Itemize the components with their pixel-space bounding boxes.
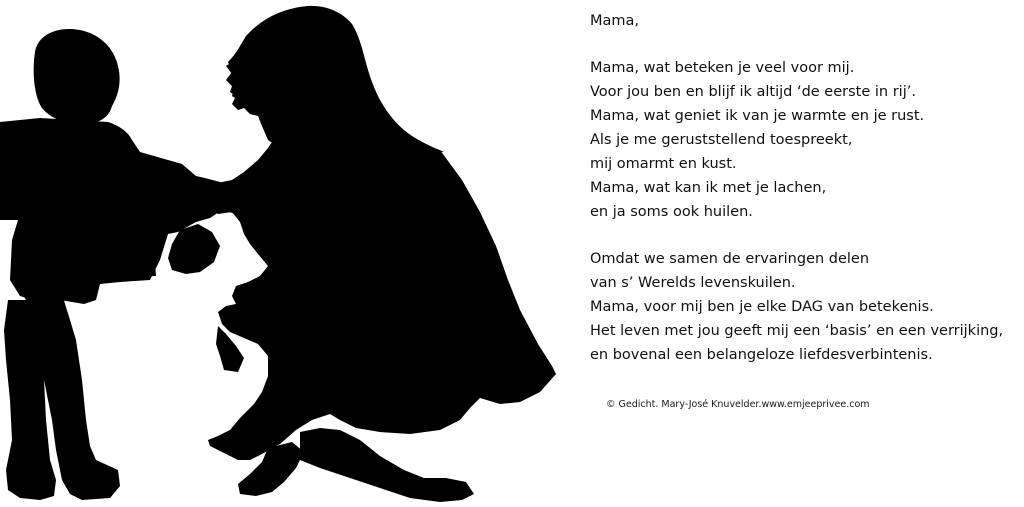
poem-line: van s’ Werelds levenskuilen.	[590, 275, 796, 291]
mother-silhouette	[168, 6, 556, 502]
poem	[590, 9, 1015, 367]
stanza-gap	[590, 33, 1015, 56]
poem-line: Mama, voor mij ben je elke DAG van betekenis.	[590, 299, 934, 315]
poem-line: en bovenal een belangeloze liefdesverbintenis.	[590, 347, 933, 363]
poem-line: en ja soms ook huilen.	[590, 204, 753, 220]
poem-line: Omdat we samen de ervaringen delen	[590, 251, 870, 267]
poem-line: mij omarmt en kust.	[590, 156, 737, 172]
poem-line: Als je me geruststellend toespreekt,	[590, 132, 853, 148]
poem-line: Mama, wat geniet ik van je warmte en je rust.	[590, 108, 925, 124]
poem-line: Mama, wat beteken je veel voor mij.	[590, 60, 855, 76]
poem-line: Voor jou ben en blijf ik altijd ‘de eerste in rij’.	[590, 84, 916, 100]
stanza-gap	[590, 224, 1015, 247]
poem-credit: © Gedicht. Mary-José Knuvelder.www.emjeeprivee.com	[606, 399, 870, 410]
poem-line: Het leven met jou geeft mij een ‘basis’ en een verrijking,	[590, 323, 1004, 339]
poem-line: Mama, wat kan ik met je lachen,	[590, 180, 827, 196]
poem-greeting: Mama,	[590, 13, 640, 29]
child-silhouette	[0, 29, 258, 500]
